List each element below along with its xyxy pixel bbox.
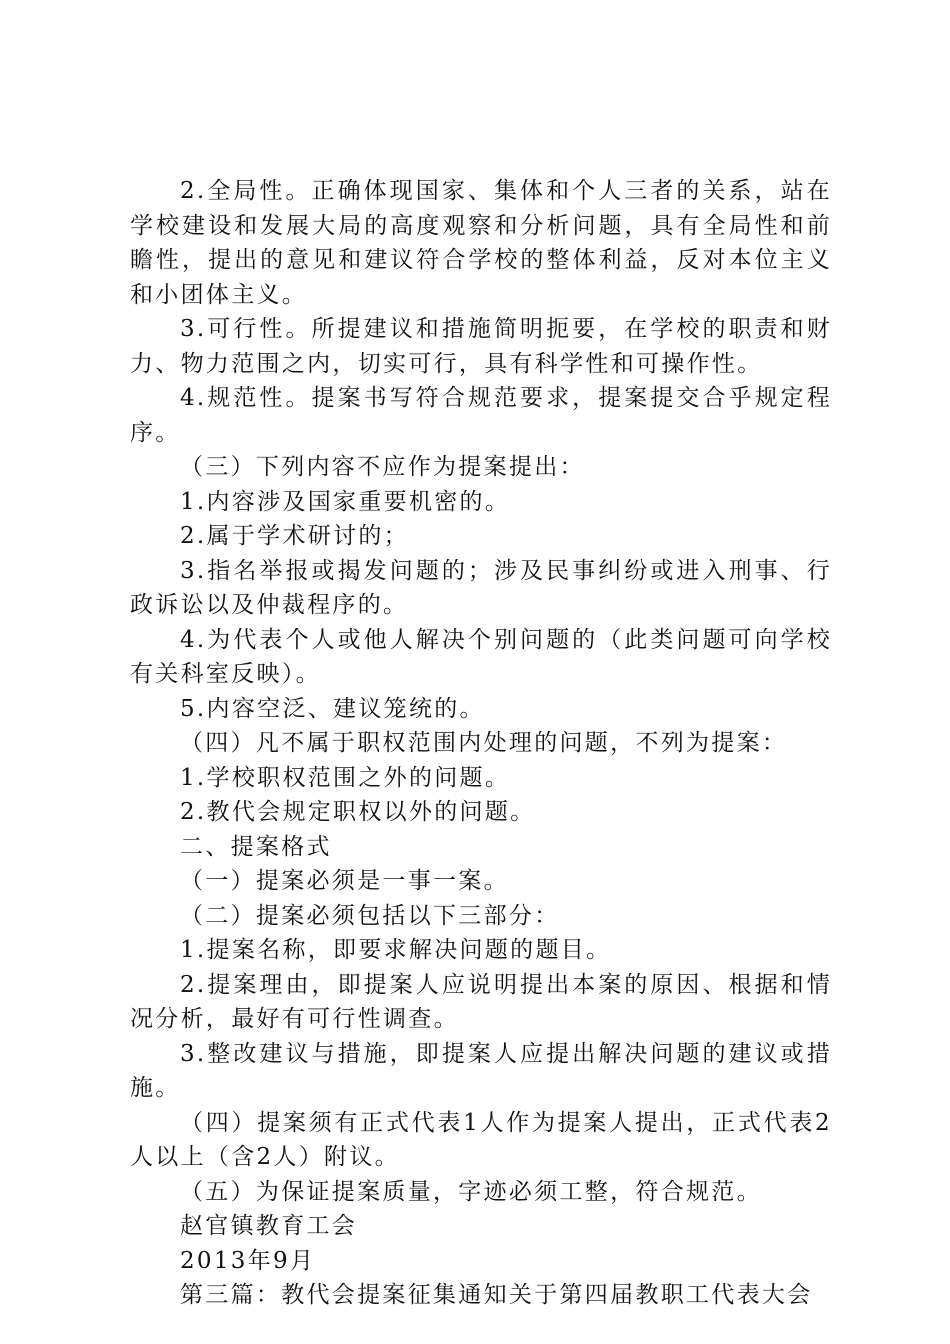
section-heading-out-of-scope: （四）凡不属于职权范围内处理的问题，不列为提案： [180, 730, 788, 756]
list-item: 1.内容涉及国家重要机密的。 [180, 488, 511, 515]
list-item: 2.提案理由，即提案人应说明提出本案的原因、根据和情况分析，最好有可行性调查。 [130, 971, 832, 1032]
list-item: 1.学校职权范围之外的问题。 [180, 764, 511, 791]
list-item: 5.内容空泛、建议笼统的。 [180, 695, 485, 722]
signature-organization: 赵官镇教育工会 [180, 1213, 358, 1239]
section-heading-excluded: （三）下列内容不应作为提案提出： [180, 454, 585, 480]
document-body [130, 174, 832, 1313]
format-rule: （一）提案必须是一事一案。 [180, 868, 509, 894]
list-item: 2.属于学术研讨的； [180, 523, 409, 549]
section-heading-format: 二、提案格式 [180, 833, 332, 860]
list-item: 2.教代会规定职权以外的问题。 [180, 799, 536, 825]
format-rule: （五）为保证提案质量，字迹必须工整，符合规范。 [180, 1178, 762, 1205]
paragraph-principle-overall: 2.全局性。正确体现国家、集体和个人三者的关系，站在学校建设和发展大局的高度观察和分析问题，具有全局性和前瞻性，提出的意见和建议符合学校的整体利益，反对本位主义和小团体主义。 [130, 178, 832, 308]
format-rule: （四）提案须有正式代表1人作为提案人提出，正式代表2人以上（含2人）附议。 [130, 1109, 832, 1170]
list-item: 1.提案名称，即要求解决问题的题目。 [180, 937, 612, 963]
list-item: 3.整改建议与措施，即提案人应提出解决问题的建议或措施。 [130, 1040, 832, 1101]
list-item: 4.为代表个人或他人解决个别问题的（此类问题可向学校有关科室反映）。 [130, 626, 832, 687]
paragraph-principle-feasible: 3.可行性。所提建议和措施简明扼要，在学校的职责和财力、物力范围之内，切实可行，具有科学性和可操作性。 [130, 316, 832, 377]
next-section-title: 第三篇：教代会提案征集通知关于第四届教职工代表大会 [180, 1282, 813, 1308]
list-item: 3.指名举报或揭发问题的；涉及民事纠纷或进入刑事、行政诉讼以及仲裁程序的。 [130, 557, 832, 618]
format-rule: （二）提案必须包括以下三部分： [180, 902, 560, 929]
paragraph-principle-standard: 4.规范性。提案书写符合规范要求，提案提交合乎规定程序。 [130, 385, 832, 446]
signature-date: 2013年9月 [180, 1247, 316, 1274]
